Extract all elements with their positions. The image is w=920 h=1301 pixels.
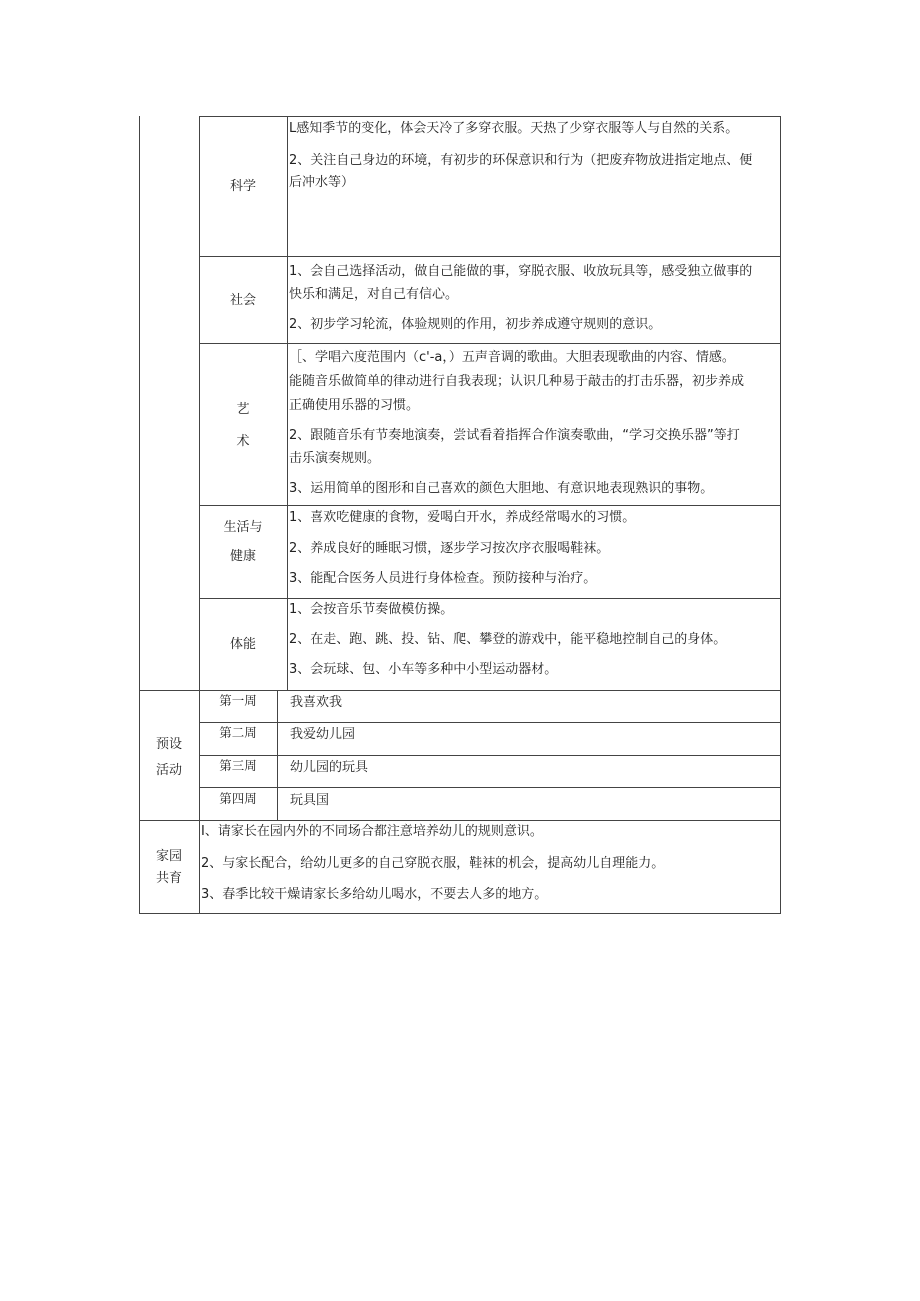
science-line: 2、关注自己身边的环境，有初步的环保意识和行为（把废弃物放进指定地点、便 [289,153,753,168]
art-line: 2、跟随音乐有节奏地演奏，尝试看着指挥合作演奏歌曲，“学习交换乐器”等打 [289,428,740,443]
week-topic: 玩具国 [290,793,330,808]
border-col2-top [287,116,288,690]
week-label: 第一周 [219,693,257,708]
health-line: 1、喜欢吃健康的食物，爱喝白开水，养成经常喝水的习惯。 [289,510,636,525]
border-week-3 [199,755,781,756]
week-topic: 我爱幼儿园 [290,727,356,742]
week-topic: 我喜欢我 [290,695,343,710]
health-label-1: 生活与 [223,520,263,535]
society-line: 快乐和满足，对自己有信心。 [289,287,459,302]
physical-line: 2、在走、跑、跳、投、钻、爬、攀登的游戏中，能平稳地控制自己的身体。 [289,632,727,647]
health-label-2: 健康 [229,549,256,564]
border-row-society [199,256,781,257]
society-line: 2、初步学习轮流，体验规则的作用，初步养成遵守规则的意识。 [289,317,662,332]
preset-label-1: 预设 [155,737,182,752]
week-label: 第二周 [219,725,257,740]
border-left [139,116,140,914]
week-label: 第三周 [219,758,257,773]
art-label-1: 艺 [236,402,250,417]
art-label-2: 术 [236,434,250,449]
border-right [780,116,781,914]
border-row-art [199,343,781,344]
home-line: I、请家长在园内外的不同场合都注意培养幼儿的规则意识。 [201,824,543,839]
art-line: ［、学唱六度范围内（c'-a，）五声音调的歌曲。大胆表现歌曲的内容、情感。 [289,350,735,365]
science-line: L感知季节的变化，体会天冷了多穿衣服。天热了少穿衣服等人与自然的关系。 [289,121,739,136]
border-week-2 [199,722,781,723]
border-row-physical [199,598,781,599]
physical-line: 1、会按音乐节奏做模仿操。 [289,602,454,617]
border-top [199,116,781,117]
art-line: 正确使用乐器的习惯。 [289,398,420,413]
home-line: 3、春季比较干燥请家长多给幼儿喝水，不要去人多的地方。 [201,887,548,902]
art-line: 能随音乐做简单的律动进行自我表现；认识几种易于敲击的打击乐器，初步养成 [289,374,745,389]
week-label: 第四周 [219,791,257,806]
border-week-4 [199,787,781,788]
health-line: 2、养成良好的睡眠习惯，逐步学习按次序衣服喝鞋袜。 [289,541,610,556]
week-topic: 幼儿园的玩具 [290,760,369,775]
society-label: 社会 [229,293,256,308]
home-label-2: 共育 [155,871,182,886]
society-line: 1、会自己选择活动，做自己能做的事，穿脱衣服、收放玩具等，感受独立做事的 [289,264,753,279]
border-row-health [199,505,781,506]
border-row-preset [139,690,781,691]
science-label: 科学 [229,179,256,194]
border-row-home [139,820,781,821]
home-label-1: 家园 [155,849,182,864]
science-line: 后冲水等） [289,175,355,190]
border-bottom [139,913,781,914]
health-line: 3、能配合医务人员进行身体检查。预防接种与治疗。 [289,571,597,586]
physical-line: 3、会玩球、包、小车等多种中小型运动器材。 [289,662,558,677]
physical-label: 体能 [229,637,256,652]
art-line: 3、运用简单的图形和自己喜欢的颜色大胆地、有意识地表现熟识的事物。 [289,481,714,496]
home-line: 2、与家长配合，给幼儿更多的自己穿脱衣服，鞋袜的机会，提高幼儿自理能力。 [201,856,665,871]
preset-label-2: 活动 [155,763,182,778]
art-line: 击乐演奏规则。 [289,451,381,466]
